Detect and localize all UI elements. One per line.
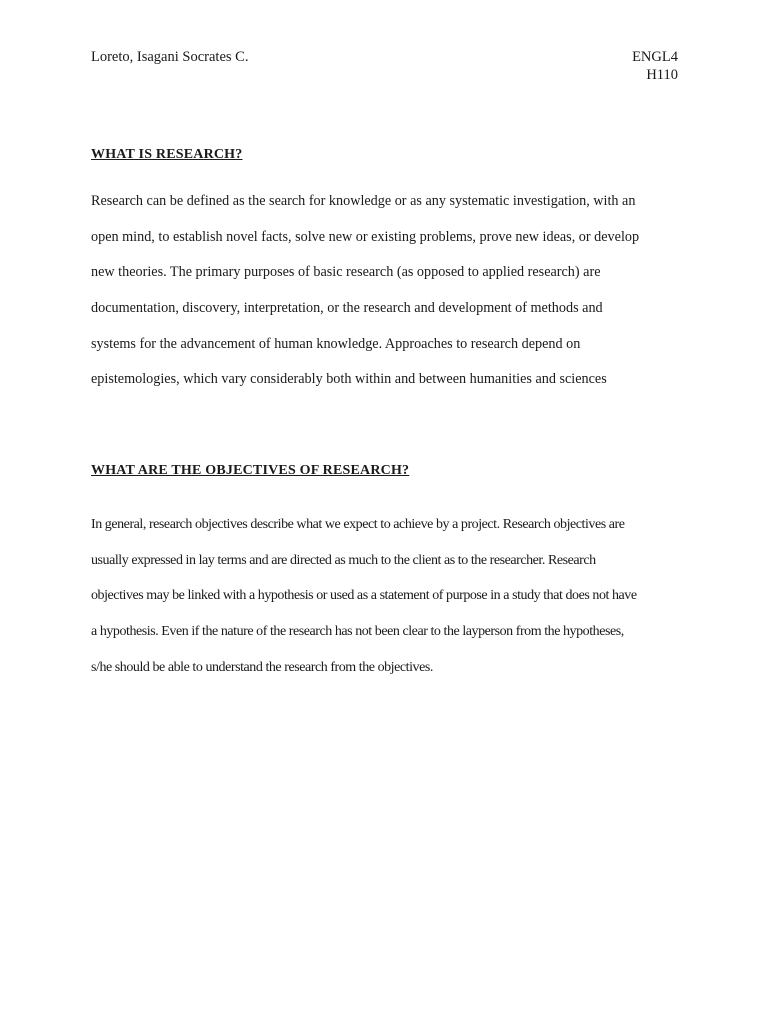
paragraph-line: In general, research objectives describe what we expect to achieve by a project. Research objectives are [91,517,625,532]
paragraph-objectives [91,516,691,694]
section-heading-objectives: WHAT ARE THE OBJECTIVES OF RESEARCH? [91,463,410,478]
paragraph-line: new theories. The primary purposes of basic research (as opposed to applied research) are [91,264,601,281]
paragraph-what-is-research [91,192,691,406]
course-info [632,48,678,84]
paragraph-line: objectives may be linked with a hypothesis or used as a statement of purpose in a study that does not have [91,588,637,604]
paragraph-line: Research can be defined as the search for knowledge or as any systematic investigation, with an [91,193,636,209]
paragraph-line: s/he should be able to understand the research from the objectives. [91,659,433,675]
paragraph-line: open mind, to establish novel facts, solve new or existing problems, prove new ideas, or develop [91,228,640,245]
paragraph-line: a hypothesis. Even if the nature of the research has not been clear to the layperson from the hypotheses, [91,624,624,640]
section-code: H110 [646,67,678,83]
paragraph-line: epistemologies, which vary considerably both within and between humanities and sciences [91,371,607,388]
paragraph-line: documentation, discovery, interpretation, or the research and development of methods and [91,300,603,317]
paragraph-line: usually expressed in lay terms and are directed as much to the client as to the researcher. Research [91,552,596,568]
course-code: ENGL4 [632,49,678,65]
section-heading-what-is-research: WHAT IS RESEARCH? [91,147,243,162]
author-name: Loreto, Isagani Socrates C. [91,49,249,65]
paragraph-line: systems for the advancement of human knowledge. Approaches to research depend on [91,335,581,352]
